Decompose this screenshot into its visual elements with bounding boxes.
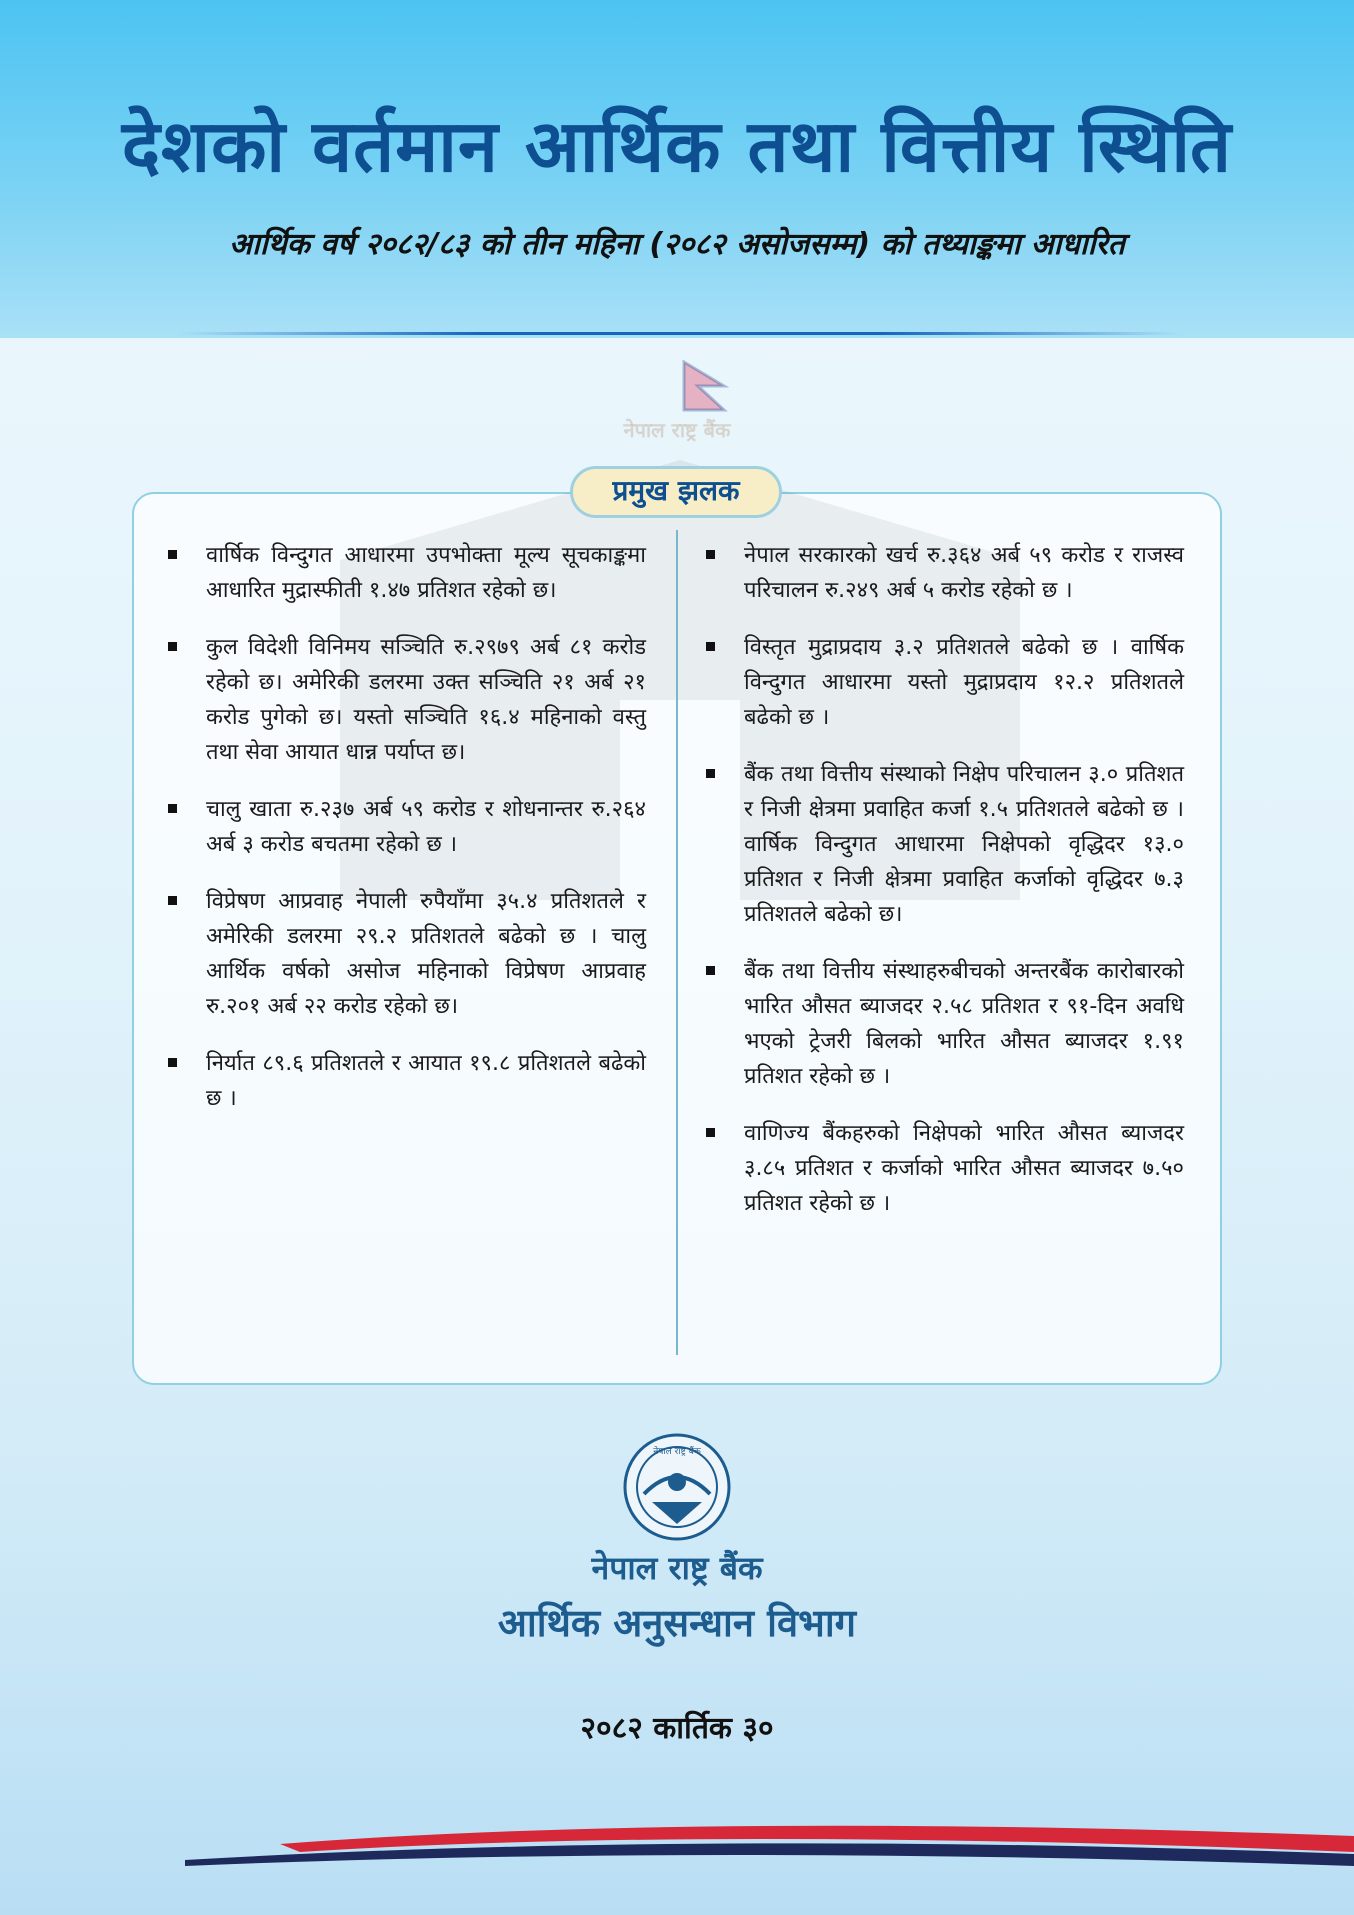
list-item [168, 884, 646, 1024]
bullet-icon [168, 896, 177, 905]
watermark-text: नेपाल राष्ट्र बैंक [623, 418, 731, 442]
bullet-icon [168, 550, 177, 559]
column-divider [676, 530, 678, 1355]
seal-text: नेपाल राष्ट्र बैंक [653, 1447, 701, 1457]
item-text: विप्रेषण आप्रवाह नेपाली रुपैयाँमा ३५.४ प्रतिशतले र अमेरिकी डलरमा २९.२ प्रतिशतले बढेको छ । चालु आर्थिक वर्षको असोज महिनाको विप्रेषण आप्रवाह रु.२०१ अर्ब २२ करोड रहेको छ। [206, 889, 646, 1019]
list-item [168, 630, 646, 770]
item-text: बैंक तथा वित्तीय संस्थाहरुबीचको अन्तरबैंक कारोबारको भारित औसत ब्याजदर २.५८ प्रतिशत र ९१-दिन अवधि भएको ट्रेजरी बिलको भारित औसत ब्याजदर १.९१ प्रतिशत रहेको छ । [744, 959, 1184, 1089]
page-title: देशको वर्तमान आर्थिक तथा वित्तीय स्थिति [121, 104, 1233, 188]
item-text: नेपाल सरकारको खर्च रु.३६४ अर्ब ५९ करोड र राजस्व परिचालन रु.२४९ अर्ब ५ करोड रहेको छ । [744, 543, 1184, 603]
list-item [706, 757, 1184, 932]
item-text: बैंक तथा वित्तीय संस्थाको निक्षेप परिचालन ३.० प्रतिशत र निजी क्षेत्रमा प्रवाहित कर्जा १.५ प्रतिशतले बढेको छ । वार्षिक विन्दुगत आधारमा निक्षेपको वृद्धिदर १३.० प्रतिशत र निजी क्षेत्रमा प्रवाहित कर्जाको वृद्धिदर ७.३ प्रतिशतले बढेको छ। [744, 762, 1184, 927]
bullet-icon [706, 966, 715, 975]
item-text: कुल विदेशी विनिमय सञ्चिति रु.२९७९ अर्ब ८१ करोड रहेको छ। अमेरिकी डलरमा उक्त सञ्चिति २१ अर्ब २१ करोड पुगेको छ। यस्तो सञ्चिति १६.४ महिनाको वस्तु तथा सेवा आयात धान्न पर्याप्त छ। [206, 635, 646, 765]
right-column [706, 538, 1184, 1243]
nepal-flag-icon [680, 360, 730, 418]
list-item [168, 792, 646, 862]
highlights-badge: प्रमुख झलक [570, 466, 782, 518]
list-item [168, 1046, 646, 1116]
bullet-icon [168, 642, 177, 651]
item-text: वाणिज्य बैंकहरुको निक्षेपको भारित औसत ब्याजदर ३.८५ प्रतिशत र कर्जाको भारित औसत ब्याजदर ७.५० प्रतिशत रहेको छ । [744, 1121, 1184, 1216]
left-column [168, 538, 646, 1138]
page-subtitle: आर्थिक वर्ष २०८२/८३ को तीन महिना (२०८२ असोजसम्म) को तथ्याङ्कमा आधारित [229, 227, 1125, 262]
list-item [168, 538, 646, 608]
organization-name: नेपाल राष्ट्र बैंक [591, 1549, 763, 1587]
list-item [706, 1116, 1184, 1221]
publication-date: २०८२ कार्तिक ३० [580, 1711, 774, 1746]
header-divider [180, 332, 1180, 335]
item-text: चालु खाता रु.२३७ अर्ब ५९ करोड र शोधनान्तर रु.२६४ अर्ब ३ करोड बचतमा रहेको छ । [206, 797, 646, 857]
nrb-seal-icon [622, 1432, 732, 1542]
item-text: वार्षिक विन्दुगत आधारमा उपभोक्ता मूल्य सूचकाङ्कमा आधारित मुद्रास्फीती १.४७ प्रतिशत रहेको छ। [206, 543, 646, 603]
bullet-icon [706, 769, 715, 778]
department-name: आर्थिक अनुसन्धान विभाग [497, 1601, 857, 1645]
list-item [706, 954, 1184, 1094]
bullet-icon [706, 1128, 715, 1137]
item-text: निर्यात ८९.६ प्रतिशतले र आयात १९.८ प्रतिशतले बढेको छ । [206, 1051, 646, 1111]
list-item [706, 538, 1184, 608]
bullet-icon [706, 550, 715, 559]
bullet-icon [706, 642, 715, 651]
item-text: विस्तृत मुद्राप्रदाय ३.२ प्रतिशतले बढेको छ । वार्षिक विन्दुगत आधारमा यस्तो मुद्राप्रदाय १२.२ प्रतिशतले बढेको छ । [744, 635, 1184, 730]
list-item [706, 630, 1184, 735]
flag-stripes-decoration [0, 1800, 1354, 1870]
bullet-icon [168, 1058, 177, 1067]
bullet-icon [168, 804, 177, 813]
